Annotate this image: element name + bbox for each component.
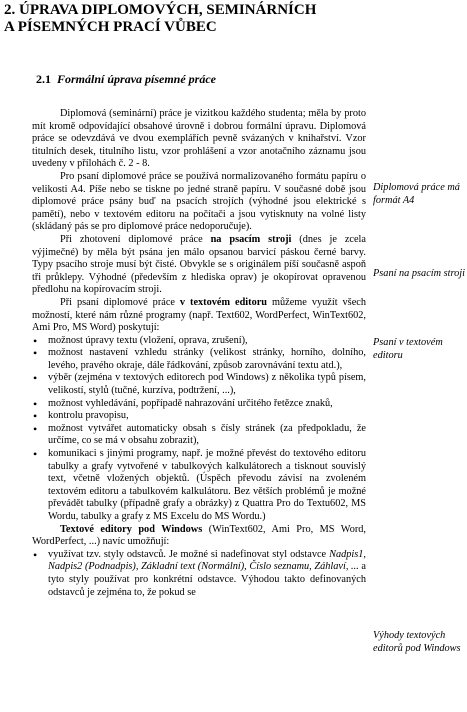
editor-features-list	[32, 335, 366, 524]
paragraph-windows	[32, 524, 366, 549]
list-item: • kontrolu pravopisu,	[32, 410, 366, 423]
paragraph-typewriter-rest: (dnes je zcela výjimečné) by měla být psána jen málo opsanou barvicí páskou černé barvy. Typy psacího stroje musí být čisté. Obvykle se s originálem píší současně aspoň tři průklepy. Výhodné (především z hlediska oprav) je okopírovat opravenou předlohu na kopírovacím stroji.	[32, 233, 366, 296]
list-item-rest: a tyto styly používat pro konkrétní odstavce. Výhodou takto definovaných odstavců je zejména to, že pokud se	[48, 561, 366, 598]
list-item: • výběr (zejména v textových editorech pod Windows) z několika typů písem, velikostí, stylů (tučné, kurzíva, podtržení, ...),	[32, 372, 366, 397]
list-item	[32, 549, 366, 599]
margin-note-format: Diplomová práce má formát A4	[373, 182, 460, 206]
paragraph-typewriter-bold: na psacím stroji	[210, 233, 292, 245]
section-number: 2.1	[36, 72, 51, 86]
margin-note-editor: Psaní v textovém editoru	[373, 337, 443, 361]
paragraph-windows-bold: Textové editory pod Windows	[60, 523, 203, 535]
margin-note-typewriter: Psaní na psacím stroji	[373, 268, 466, 279]
paragraph-intro: Diplomová (seminární) práce je vizitkou každého studenta; měla by proto mít kromě odpovídající obsahové úrovně i dobrou formální úpravu. Diplomová práce se odevzdává ve dvou exemplářích pevně svázaných v knihařství. Vzor titulních desek, titulního listu, vzor prohlášení a vzor anotačního záznamu jsou uvedeny v přílohách č. 2 - 8.	[32, 108, 366, 170]
paragraph-typewriter	[32, 234, 366, 297]
paragraph-typewriter-lead: Při zhotovení diplomové práce	[60, 233, 211, 245]
list-item: • možnost vyhledávání, popřípadě nahrazování určitého řetězce znaků,	[32, 398, 366, 411]
section-title: Formální úprava písemné práce	[57, 72, 217, 86]
paragraph-windows-rest: (WinText602, Ami Pro, MS Word, WordPerfect, ...) navíc umožňují:	[32, 523, 366, 548]
windows-features-list	[32, 549, 366, 599]
list-item: • komunikaci s jinými programy, např. je možné převést do textového editoru tabulky a grafy vytvořené v tabulkových kalkulátorech a tisknout souvislý text, včetně vložených objektů. (Úspěch převodu závisí na zvoleném textovém editoru a tabulkovém kalkulátoru. Bez větších problémů je možné převádět tabulky (případně grafy a obrázky) z Quattra Pro do Textu602, MS Wordu, tabulky a grafy z MS Excelu do MS Wordu.)	[32, 448, 366, 524]
list-item: • možnost nastavení vzhledu stránky (velikost stránky, horního, dolního, levého, pravého okraje, dále řádkování, způsob zarovnávání textu atd.),	[32, 347, 366, 372]
section-heading	[36, 72, 216, 86]
paragraph-paper-format: Pro psaní diplomové práce se používá normalizovaného formátu papíru o velikosti A4. Píše nebo se tiskne po jedné straně papíru. V současné době jsou diplomové práce psány buď na psacích strojích (výhodné jsou elektrické s pamětí), nebo v textovém editoru na počítači a jsou vytisknuty na volné listy (skládaný pás se pro diplomové práce nedoporučuje).	[32, 170, 366, 233]
paragraph-editor-rest: můžeme využít všech možností, které nám různé programy (např. Text602, WordPerfect, WinText602, Ami Pro, MS Word) poskytují:	[32, 296, 366, 334]
margin-note-windows: Výhody textových editorů pod Windows	[373, 630, 461, 654]
list-item-lead: využívat tzv. styly odstavců. Je možné si nadefinovat styl odstavce	[48, 548, 330, 560]
chapter-title: 2. ÚPRAVA DIPLOMOVÝCH, SEMINÁRNÍCH A PÍSEMNÝCH PRACÍ VŮBEC	[4, 2, 317, 35]
list-item: • možnost vytvářet automaticky obsah s čísly stránek (za předpokladu, že určíme, co se má v obsahu zobrazit),	[32, 423, 366, 448]
main-text-column	[32, 108, 366, 599]
paragraph-editor-lead: Při psaní diplomové práce	[60, 296, 180, 308]
list-item: • možnost úpravy textu (vložení, oprava, zrušení),	[32, 335, 366, 348]
paragraph-editor	[32, 297, 366, 335]
paragraph-editor-bold: v textovém editoru	[179, 296, 268, 308]
list-item-styles: Nadpis1, Nadpis2 (Podnadpis), Základní text (Normální), Číslo seznamu, Záhlaví, ...	[48, 548, 366, 573]
